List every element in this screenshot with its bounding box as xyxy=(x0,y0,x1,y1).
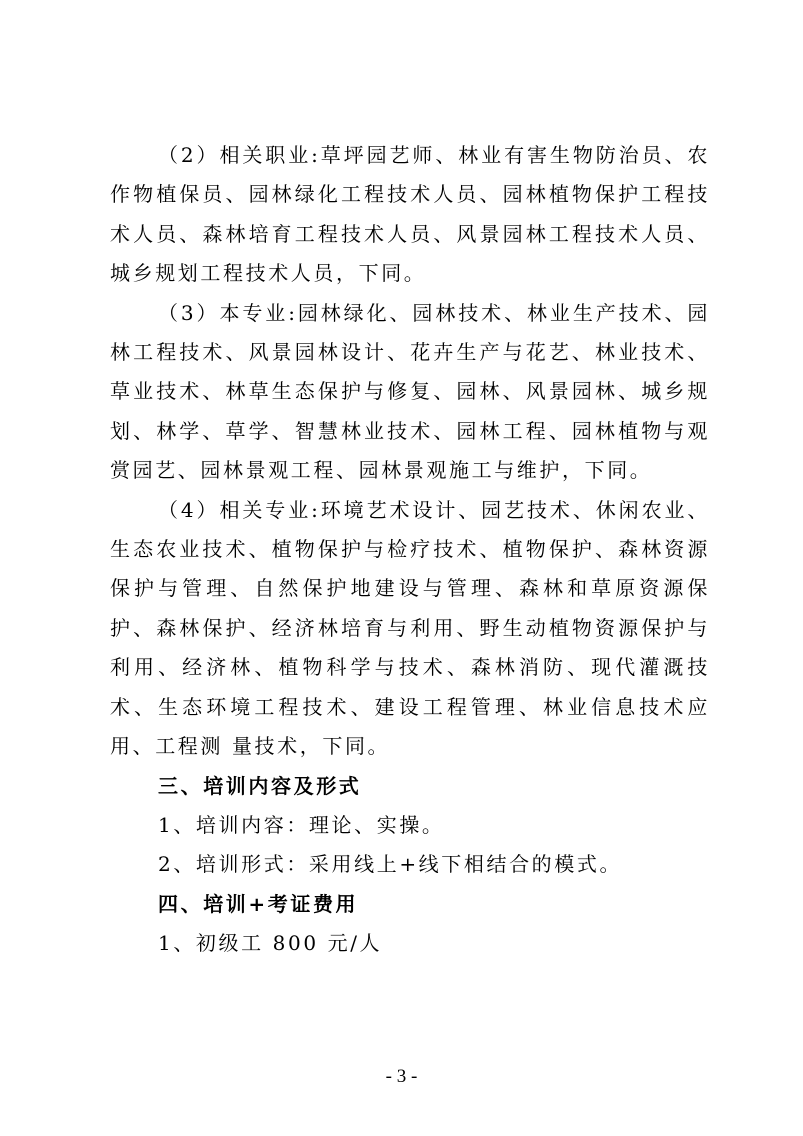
list-item-training-format: 2、培训形式：采用线上+线下相结合的模式。 xyxy=(158,852,623,877)
paragraph-this-major: （3）本专业:园林绿化、园林技术、林业生产技术、园林工程技术、风景园林设计、花卉生产与花艺、林业技术、草业技术、林草生态保护与修复、园林、风景园林、城乡规 划、林学、草学、智慧林业技术、园林工程、园林植物与观 赏园艺、园林景观工程、园林景观施工与维护，下同。 xyxy=(110,300,710,483)
document-body xyxy=(110,136,710,964)
page-number: - 3 - xyxy=(385,1066,418,1087)
list-item-fee-junior: 1、初级工 800 元/人 xyxy=(158,931,383,956)
section-heading-training-fees: 四、培训+考证费用 xyxy=(158,891,359,916)
section-heading-training-content: 三、培训内容及形式 xyxy=(158,773,362,798)
paragraph-related-occupations: （2）相关职业:草坪园艺师、林业有害生物防治员、农作物植保员、园林绿化工程技术人员、园林植物保护工程技术人员、森林培育工程技术人员、风景园林工程技术人员、城乡规划工程技术人员，下同。 xyxy=(110,143,710,286)
paragraph-related-majors: （4）相关专业:环境艺术设计、园艺技术、休闲农业、生态农业技术、植物保护与检疗技术、植物保护、森林资源保护与管理、自然保护地建设与管理、森林和草原资源保护、森林保护、经济林培育与利用、野生动植物资源保护与利用、经济林、植物科学与技术、森林消防、现代灌溉技术、生态环境工程技术、建设工程管理、林业信息技术应用、工程测 量技术，下同。 xyxy=(110,497,710,759)
list-item-training-content: 1、培训内容：理论、实操。 xyxy=(158,812,445,837)
